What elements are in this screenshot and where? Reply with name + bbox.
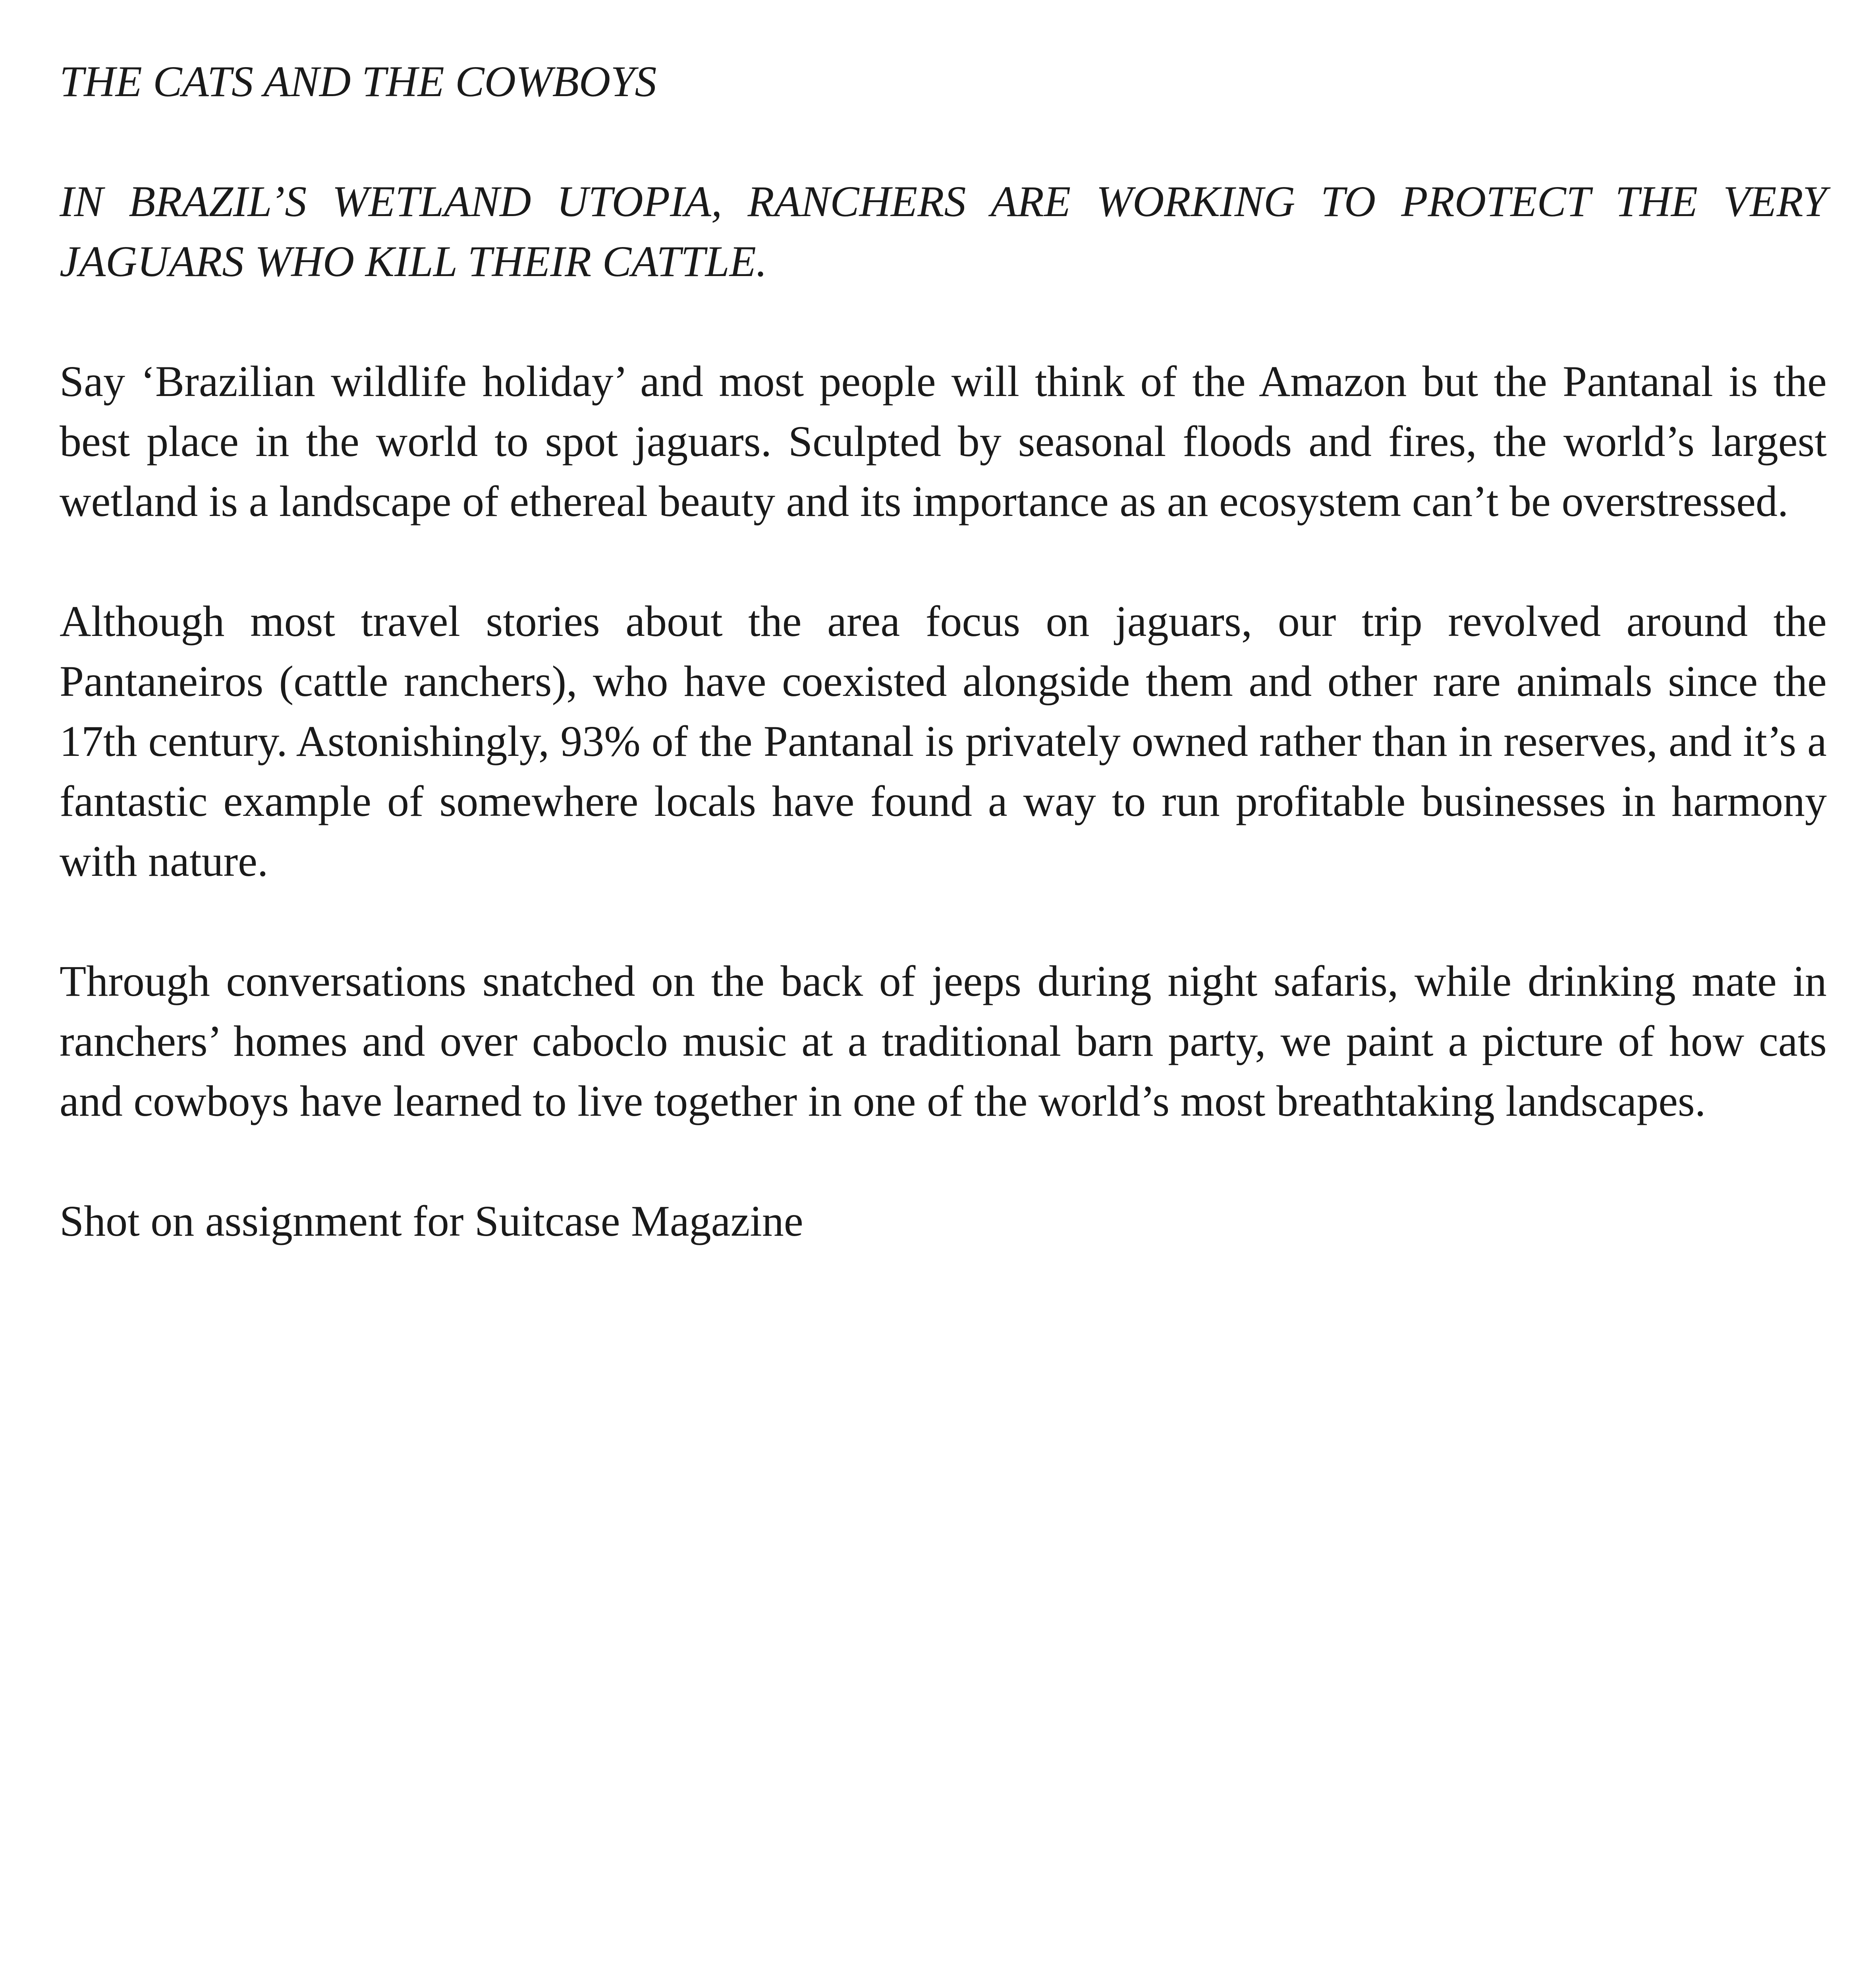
paragraph-pantaneiros: Although most travel stories about the area focus on jaguars, our trip revolved around the Pantaneiros (cattle ranchers), who have coexisted alongside them and other rare animals since the 17th century. Astonishingly, 93% of the Pantanal is privately owned rather than in reserves, and it’s a fantastic example of somewhere locals have found a way to run profitable businesses in harmony with nature.	[60, 597, 1827, 885]
article-subtitle: IN BRAZIL’S WETLAND UTOPIA, RANCHERS ARE WORKING TO PROTECT THE VERY JAGUARS WHO KILL THEIR CATTLE.	[60, 177, 1827, 286]
paragraph-conversations: Through conversations snatched on the back of jeeps during night safaris, while drinking mate in ranchers’ homes and over caboclo music at a traditional barn party, we paint a picture of how cats and cowboys have learned to live together in one of the world’s most breathtaking landscapes.	[60, 957, 1827, 1125]
article-title: THE CATS AND THE COWBOYS	[60, 57, 657, 106]
article-body	[60, 52, 1827, 1251]
assignment-credit: Shot on assignment for Suitcase Magazine	[60, 1197, 803, 1245]
paragraph-intro: Say ‘Brazilian wildlife holiday’ and most people will think of the Amazon but the Pantanal is the best place in the world to spot jaguars. Sculpted by seasonal floods and fires, the world’s largest wetland is a landscape of ethereal beauty and its importance as an ecosystem can’t be overstressed.	[60, 357, 1827, 525]
